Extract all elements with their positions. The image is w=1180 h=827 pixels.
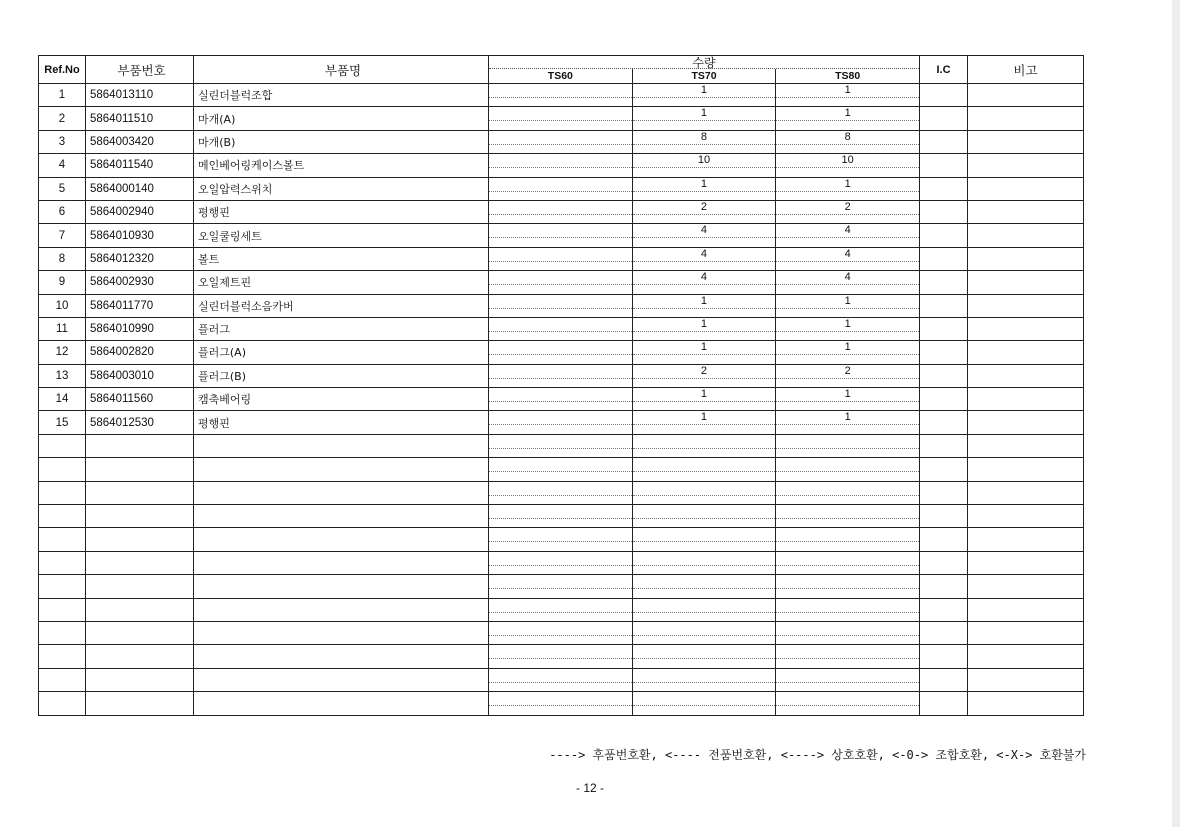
part-name-cell: 오일제트핀 [194,271,489,294]
qty-ts70-value: 4 [700,247,708,260]
qty-ts80-cell [776,364,920,387]
ref-no-cell [39,551,86,574]
qty-ts60-cell [489,528,633,551]
qty-ts70-value: 10 [697,154,711,167]
qty-ts80-cell [776,247,920,270]
ic-header: I.C [920,56,968,84]
qty-ts80-cell [776,294,920,317]
qty-ts80-cell [776,692,920,715]
ic-cell [920,551,968,574]
remarks-cell [968,434,1084,457]
part-name-cell: 마개(A) [194,107,489,130]
table-body [39,84,1084,716]
model-ts70-header: TS70 [632,69,776,83]
part-name-cell: 평행핀 [194,200,489,223]
qty-ts70-cell [632,364,776,387]
part-number-cell [86,645,194,668]
qty-ts70-cell [632,317,776,340]
part-name-cell: 평행핀 [194,411,489,434]
qty-ts80-value: 1 [844,177,851,190]
table-row [39,411,1084,434]
qty-ts70-value: 1 [700,317,708,330]
qty-ts70-value: 4 [700,224,708,237]
part-name-cell [194,434,489,457]
table-row [39,317,1084,340]
qty-ts60-cell [489,458,633,481]
remarks-header: 비고 [968,56,1084,84]
remarks-cell [968,505,1084,528]
ref-no-cell: 2 [39,107,86,130]
ic-cell [920,458,968,481]
ic-cell [920,505,968,528]
ic-cell [920,668,968,691]
remarks-cell [968,224,1084,247]
qty-ts60-cell [489,200,633,223]
remarks-cell [968,481,1084,504]
part-name-cell: 실린더블럭조합 [194,84,489,107]
part-name-cell: 플러그(A) [194,341,489,364]
part-name-header: 부품명 [194,56,489,84]
parts-table [38,55,1084,716]
qty-ts80-value: 4 [844,224,851,237]
ic-cell [920,200,968,223]
table-row [39,247,1084,270]
remarks-cell [968,247,1084,270]
qty-ts70-cell [632,224,776,247]
qty-ts70-cell [632,411,776,434]
qty-ts70-cell [632,271,776,294]
ref-no-cell [39,505,86,528]
part-name-cell: 오일압력스위치 [194,177,489,200]
qty-ts70-cell [632,481,776,504]
remarks-cell [968,271,1084,294]
qty-ts70-value: 1 [700,177,708,190]
qty-ts70-cell [632,505,776,528]
qty-ts80-cell [776,668,920,691]
ic-cell [920,388,968,411]
part-number-cell [86,692,194,715]
remarks-cell [968,294,1084,317]
qty-ts70-cell [632,247,776,270]
qty-ts60-cell [489,317,633,340]
qty-ts60-cell [489,271,633,294]
ic-cell [920,271,968,294]
part-name-cell: 메인베어링케이스볼트 [194,154,489,177]
table-row [39,598,1084,621]
part-name-cell [194,505,489,528]
ref-no-cell: 5 [39,177,86,200]
table-row [39,341,1084,364]
part-number-cell [86,668,194,691]
table-header [39,56,1084,84]
ic-cell [920,294,968,317]
qty-ts60-cell [489,177,633,200]
ref-no-cell: 11 [39,317,86,340]
qty-ts80-value: 1 [844,388,851,401]
ref-no-cell [39,668,86,691]
remarks-cell [968,411,1084,434]
ref-no-cell: 4 [39,154,86,177]
ic-cell [920,107,968,130]
ref-no-cell: 10 [39,294,86,317]
qty-ts70-value: 2 [700,364,708,377]
part-number-cell [86,505,194,528]
qty-ts80-cell [776,505,920,528]
qty-ts70-cell [632,177,776,200]
remarks-cell [968,575,1084,598]
table-row [39,692,1084,715]
table-row [39,458,1084,481]
qty-ts80-cell [776,177,920,200]
model-ts80-header: TS80 [775,69,919,83]
part-name-cell: 오일쿨링세트 [194,224,489,247]
qty-ts60-cell [489,621,633,644]
qty-ts70-value: 1 [700,84,708,96]
qty-ts60-cell [489,154,633,177]
ref-no-cell: 15 [39,411,86,434]
qty-ts80-cell [776,434,920,457]
qty-ts70-cell [632,154,776,177]
qty-ts70-cell [632,388,776,411]
remarks-cell [968,598,1084,621]
remarks-cell [968,177,1084,200]
qty-ts80-cell [776,317,920,340]
qty-ts60-cell [489,411,633,434]
ic-cell [920,154,968,177]
remarks-cell [968,200,1084,223]
ref-no-cell: 1 [39,84,86,107]
qty-ts70-value: 8 [700,130,708,143]
qty-ts80-value: 10 [841,154,854,167]
ref-no-cell: 14 [39,388,86,411]
remarks-cell [968,692,1084,715]
ic-cell [920,224,968,247]
quantity-title: 수량 [692,56,716,70]
ic-cell [920,692,968,715]
ref-no-cell: 6 [39,200,86,223]
qty-ts60-cell [489,247,633,270]
table-row [39,271,1084,294]
part-number-cell: 5864011770 [86,294,194,317]
part-name-cell: 캠축베어링 [194,388,489,411]
qty-ts70-cell [632,668,776,691]
qty-ts70-value: 1 [700,107,708,120]
qty-ts70-value: 1 [700,388,708,401]
ref-no-cell [39,692,86,715]
part-name-cell: 실린더블럭소음카버 [194,294,489,317]
qty-ts60-cell [489,668,633,691]
qty-ts70-value: 1 [700,294,708,307]
ref-no-cell: 7 [39,224,86,247]
remarks-cell [968,341,1084,364]
part-number-cell [86,621,194,644]
table-row [39,154,1084,177]
qty-ts80-cell [776,130,920,153]
qty-ts60-cell [489,481,633,504]
part-name-cell [194,645,489,668]
ic-cell [920,645,968,668]
ic-cell [920,575,968,598]
qty-ts80-cell [776,411,920,434]
qty-ts80-cell [776,388,920,411]
table-row [39,130,1084,153]
qty-ts60-cell [489,505,633,528]
qty-ts80-cell [776,528,920,551]
qty-ts70-value: 2 [700,200,708,213]
qty-ts70-value: 1 [700,341,708,354]
table-row [39,177,1084,200]
qty-ts80-cell [776,84,920,107]
remarks-cell [968,107,1084,130]
qty-ts80-cell [776,341,920,364]
qty-ts70-cell [632,200,776,223]
remarks-cell [968,317,1084,340]
ref-no-cell: 3 [39,130,86,153]
part-number-cell [86,551,194,574]
part-name-cell: 플러그(B) [194,364,489,387]
table-row [39,551,1084,574]
part-name-cell: 볼트 [194,247,489,270]
qty-ts80-cell [776,154,920,177]
ref-no-cell [39,481,86,504]
qty-ts80-cell [776,481,920,504]
part-number-cell [86,575,194,598]
qty-ts70-cell [632,575,776,598]
part-name-cell [194,692,489,715]
ic-cell [920,317,968,340]
qty-ts80-value: 4 [844,271,851,284]
ic-cell [920,84,968,107]
ref-no-cell [39,575,86,598]
part-name-cell [194,621,489,644]
qty-ts60-cell [489,551,633,574]
part-number-cell [86,458,194,481]
part-name-cell: 플러그 [194,317,489,340]
table-row [39,84,1084,107]
qty-ts80-value: 1 [844,341,851,354]
qty-ts80-value: 2 [844,364,851,377]
ref-no-cell [39,645,86,668]
table-row [39,481,1084,504]
table-row [39,224,1084,247]
remarks-cell [968,645,1084,668]
qty-ts80-cell [776,598,920,621]
remarks-cell [968,130,1084,153]
qty-ts60-cell [489,107,633,130]
part-number-cell: 5864003420 [86,130,194,153]
ic-cell [920,481,968,504]
remarks-cell [968,388,1084,411]
qty-ts60-cell [489,388,633,411]
part-number-cell [86,598,194,621]
ref-no-header: Ref.No [39,56,86,84]
ic-cell [920,528,968,551]
ic-cell [920,364,968,387]
table-row [39,200,1084,223]
part-number-header: 부품번호 [86,56,194,84]
qty-ts80-value: 1 [844,107,851,120]
qty-ts80-cell [776,575,920,598]
part-number-cell: 5864000140 [86,177,194,200]
part-number-cell: 5864013110 [86,84,194,107]
qty-ts70-cell [632,107,776,130]
remarks-cell [968,551,1084,574]
part-name-cell [194,598,489,621]
remarks-cell [968,668,1084,691]
qty-ts70-value: 4 [700,271,708,284]
ic-cell [920,411,968,434]
qty-ts60-cell [489,575,633,598]
qty-ts80-value: 1 [844,84,851,96]
qty-ts60-cell [489,130,633,153]
part-number-cell: 5864011510 [86,107,194,130]
qty-ts70-cell [632,621,776,644]
quantity-header [489,56,920,84]
qty-ts60-cell [489,84,633,107]
table-row [39,434,1084,457]
ic-cell [920,247,968,270]
qty-ts70-cell [632,598,776,621]
table-row [39,575,1084,598]
ref-no-cell [39,621,86,644]
qty-ts60-cell [489,434,633,457]
ref-no-cell [39,458,86,481]
qty-ts60-cell [489,692,633,715]
qty-ts60-cell [489,364,633,387]
part-number-cell [86,528,194,551]
ref-no-cell: 12 [39,341,86,364]
qty-ts80-value: 4 [844,247,851,260]
part-name-cell [194,528,489,551]
table-row [39,107,1084,130]
qty-ts70-cell [632,458,776,481]
qty-ts70-value: 1 [700,411,708,424]
table-row [39,621,1084,644]
model-ts60-header: TS60 [547,70,573,82]
qty-ts80-cell [776,645,920,668]
qty-ts70-cell [632,551,776,574]
part-name-cell [194,551,489,574]
qty-ts70-cell [632,692,776,715]
part-name-cell [194,481,489,504]
qty-ts80-value: 1 [844,294,851,307]
table-row [39,528,1084,551]
qty-ts80-cell [776,107,920,130]
model-subheaders [489,68,919,83]
ic-cell [920,130,968,153]
ref-no-cell [39,528,86,551]
part-name-cell [194,575,489,598]
table-row [39,668,1084,691]
part-number-cell: 5864002820 [86,341,194,364]
table-row [39,645,1084,668]
qty-ts60-cell [489,645,633,668]
qty-ts80-cell [776,621,920,644]
ic-cell [920,621,968,644]
qty-ts80-cell [776,224,920,247]
table-row [39,294,1084,317]
remarks-cell [968,154,1084,177]
remarks-cell [968,458,1084,481]
ref-no-cell: 8 [39,247,86,270]
qty-ts80-cell [776,271,920,294]
qty-ts60-cell [489,598,633,621]
qty-ts70-cell [632,84,776,107]
ic-cell [920,598,968,621]
table-row [39,364,1084,387]
qty-ts80-cell [776,458,920,481]
part-number-cell: 5864010990 [86,317,194,340]
part-number-cell: 5864011540 [86,154,194,177]
remarks-cell [968,364,1084,387]
part-number-cell: 5864002940 [86,200,194,223]
header-row [39,56,1084,84]
table-row [39,505,1084,528]
qty-ts70-cell [632,130,776,153]
ref-no-cell [39,598,86,621]
part-number-cell: 5864012320 [86,247,194,270]
part-number-cell: 5864012530 [86,411,194,434]
qty-ts60-cell [489,224,633,247]
ic-cell [920,341,968,364]
qty-ts80-value: 2 [844,200,851,213]
table-row [39,388,1084,411]
qty-ts80-value: 8 [844,130,851,143]
page-number: - 12 - [575,781,604,795]
ref-no-cell [39,434,86,457]
part-number-cell: 5864002930 [86,271,194,294]
qty-ts60-cell [489,294,633,317]
qty-ts60-cell [489,341,633,364]
qty-ts80-value: 1 [844,317,851,330]
qty-ts80-cell [776,551,920,574]
qty-ts70-cell [632,341,776,364]
remarks-cell [968,84,1084,107]
part-name-cell [194,668,489,691]
interchange-legend: ----> 후품번호환, <---- 전품번호환, <----> 상호호환, <-0-> 조합호환, <-X-> 호환불가 [549,748,1086,762]
ic-cell [920,434,968,457]
qty-ts80-value: 1 [844,411,851,424]
qty-ts70-cell [632,434,776,457]
part-name-cell [194,458,489,481]
qty-ts70-cell [632,294,776,317]
scan-edge [1172,0,1180,827]
part-number-cell [86,434,194,457]
part-number-cell [86,481,194,504]
ic-cell [920,177,968,200]
qty-ts70-cell [632,645,776,668]
part-number-cell: 5864010930 [86,224,194,247]
part-number-cell: 5864003010 [86,364,194,387]
qty-ts70-cell [632,528,776,551]
part-name-cell: 마개(B) [194,130,489,153]
remarks-cell [968,528,1084,551]
remarks-cell [968,621,1084,644]
ref-no-cell: 9 [39,271,86,294]
part-number-cell: 5864011560 [86,388,194,411]
qty-ts80-cell [776,200,920,223]
ref-no-cell: 13 [39,364,86,387]
